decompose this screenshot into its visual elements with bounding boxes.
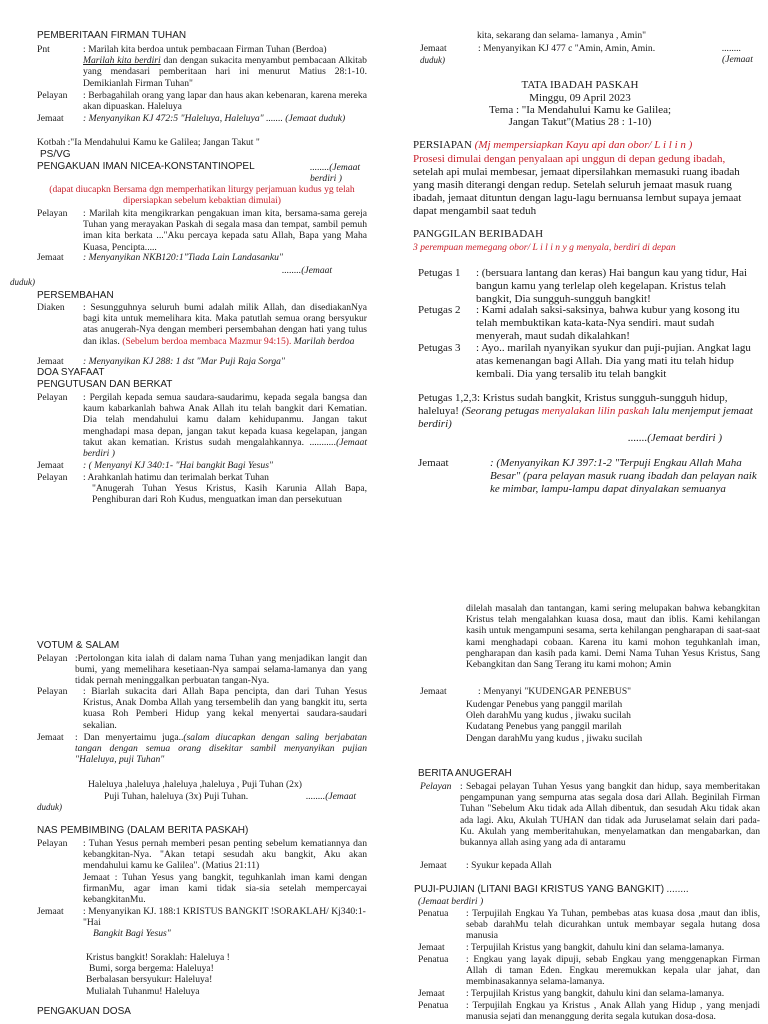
litani-3: Penatua : Engkau yang layak dipuji, sebab Engkau yang menggenapkan Firman Allah di taman Eden. Engkau meremukkan kepala ular jahat, dan membinasakannya selama-lamanya. [418, 954, 760, 988]
petugas-1: Petugas 1 : (bersuara lantang dan keras) Hai bangun kau yang tidur, Hai bangun kamu yang terlelap oleh kegelapan. Kristus telah bangkit, Dia sungguh-sungguh bangkit! [418, 267, 748, 305]
tata-tema: Tema : "Ia Mendahului Kamu ke Galilea; [488, 104, 672, 116]
jemaat-block-2: Jemaat : Menyanyikan NKB120:1"Tiada Lain Landasanku" [37, 252, 283, 263]
petugas-123: Petugas 1,2,3: Kristus sudah bangkit, Kristus sungguh-sungguh hidup, haleluya! (Seorang petugas menyalakan lilin paskah lalu menjemput jemaat berdiri) [418, 392, 753, 430]
heading-berita-anugerah: BERITA ANUGERAH [418, 768, 512, 779]
jemaat-block-4: Jemaat : ( Menyanyi KJ 340:1- "Hai bangkit Bagi Yesus" [37, 460, 273, 471]
note-duduk: duduk) [10, 277, 35, 287]
heading-pemberitaan: PEMBERITAAN FIRMAN TUHAN [37, 30, 187, 41]
puji-tuhan-line: Puji Tuhan, haleluya (3x) Puji Tuhan. [104, 791, 249, 802]
tata-date: Minggu, 09 April 2023 [529, 92, 631, 104]
note-jemaat-b: ........(Jemaat [306, 791, 357, 802]
song-kudengar: Kudengar Penebus yang panggil marilah Oleh darahMu yang kudus , jiwaku sucilah Kudatang Penebus yang panggil marilah Dengan darahMu yang kudus , jiwaku sucilah [466, 699, 643, 744]
note-puji: (Jemaat berdiri ) [418, 896, 484, 907]
votum-pelayan-1: Pelayan :Pertolongan kita ialah di dalam nama Tuhan yang menjadikan langit dan bumi, yang memelihara kesetiaan-Nya sampai selama-lamanya dan yang tidak pernah meninggalkan perbuatan tangan-Nya. [37, 653, 367, 687]
berita-jemaat: Jemaat : Syukur kepada Allah [420, 860, 552, 871]
haleluya-line: Haleluya ,haleluya ,haleluya ,haleluya , Puji Tuhan (2x) [88, 779, 302, 790]
note-jemaat: ........(Jemaat [282, 265, 333, 276]
heading-doa-syafaat: DOA SYAFAAT [37, 367, 105, 378]
pelayan-block-3: Pelayan : Pergilah kepada semua saudara-saudarimu, kepada segala bangsa dan kaum kabarkanlah bahwa Anak Allah itu telah bangkit dari Kematian. Dia telah mendahului kamu dalam kehidupanmu. Jangan takut menghadapi masa depan, jangan takut kepada kuasa kegelapan, jangan takut akan kematian. Kristus sudah mengalahkannya. ...........(Jemaat berdiri ) [37, 392, 367, 460]
heading-pengakuan-iman: PENGAKUAN IMAN NICEA-KONSTANTINOPEL [37, 161, 255, 172]
pengakuan-text: dilelah masalah dan tantangan, kami sering melupakan bahwa kebangkitan Kristus telah mengalahkan kuasa dosa, maut dan iblis. Kami kehilangan kasih untuk mengampuni sesama, serta kehilangan pengharapan di saat-saat kami menghadapi cobaan. Karena itu kami mohon teguhkanlah iman, pengharapan dan kasih pada kami. Demi Nama Tuhan Yesus Kristus, Sang Kebangkitan dan Sang Terang itu kami mohon; Amin [466, 603, 760, 671]
heading-votum: VOTUM & SALAM [37, 640, 120, 651]
panggilan-note: 3 perempuan memegang obor/ L i l i n y g menyala, berdiri di depan [413, 242, 676, 253]
pelayan-block-1: Pelayan : Berbagahilah orang yang lapar dan haus akan kebenaran, karena mereka akan dipuaskan. Haleluya [37, 90, 367, 113]
note-jemaat-berdiri: ........(Jemaat berdiri ) [310, 162, 361, 185]
jemaat-kj397: Jemaat : (Menyanyikan KJ 397:1-2 "Terpuji Engkau Allah Maha Besar" (para pelayan masuk ruang ibadah dan pelayan naik ke mimbar, lampu-lampu dapat dinyalakan semuanya [418, 457, 757, 495]
heading-puji-pujian: PUJI-PUJIAN (LITANI BAGI KRISTUS YANG BANGKIT) ........ [414, 884, 690, 895]
jemaat-amin: Jemaat : Menyanyikan KJ 477 c "Amin, Amin, Amin. [420, 43, 656, 54]
petugas-3: Petugas 3 : Ayo.. marilah nyanyikan syukur dan puji-pujian. Angkat lagu atas kemenangan bagi Allah. Dia yang mati itu telah hidup kembali. Dia yang tersalib itu telah bangkit [418, 342, 751, 380]
nas-jemaat: Jemaat : Tuhan Yesus yang bangkit, teguhkanlah iman kami dengan firmanMu, agar iman kami tidak sia-sia setelah mempercayai kebangkitanMu. [83, 872, 367, 906]
nas-pelayan: Pelayan : Tuhan Yesus pernah memberi pesan penting sebelum kematiannya dan kebangkitan-Nya. "Akan tetapi sesudah aku bangkit, Aku akan mendahului kamu ke Galilea". (Matius 21:11) [37, 838, 367, 872]
heading-pengutusan: PENGUTUSAN DAN BERKAT [37, 379, 173, 390]
top-amin-line: kita, sekarang dan selama- lamanya , Amin" [477, 30, 647, 41]
prosesi-text: setelah api mulai membesar, jemaat dipersilahkan memasuki ruang ibadah yang masih diterangi dengan redup. Setelah seluruh jemaat masuk ruang ibadah, jemaat dituntun dengan lagu-lagu bernuansa lembut supaya jemaat dapat mengambil saat teduh [413, 166, 742, 217]
litani-1: Penatua : Terpujilah Engkau Ya Tuhan, pembebas atas kuasa dosa ,maut dan iblis, sebab darahMu telah dicurahkan untuk membayar segala hutang dosa manusia [418, 908, 760, 942]
kotbah-line: Kotbah :"Ia Mendahului Kamu ke Galilea; Jangan Takut " [37, 137, 260, 148]
heading-nas: NAS PEMBIMBING (DALAM BERITA PASKAH) [37, 825, 249, 836]
note-jemaat-berdiri-r: .......(Jemaat berdiri ) [628, 432, 722, 444]
pelayan-block-4: Pelayan : Arahkanlah hatimu dan terimalah berkat Tuhan "Anugerah Tuhan Yesus Kristus, Kasih Karunia Allah Bapa, Penghiburan dari Roh Kudus, menguatkan iman dan persekutuan [37, 472, 367, 506]
prosesi-red: Prosesi dimulai dengan penyalaan api unggun di depan gedung ibadah, [413, 153, 726, 165]
note-jemaat-r: ........(Jemaat [722, 43, 753, 66]
red-note-liturgy: (dapat diucapkn Bersama dgn memperhatikan liturgy perjamuan kudus yg telah dipersiapkan sebelum kebaktian dimulai) [49, 184, 355, 207]
votum-pelayan-2: Pelayan : Biarlah sukacita dari Allah Bapa pencipta, dan dari Tuhan Yesus Kristus, Anak Domba Allah yang tersembelih dan yang bangkit itu, serta kuasa Roh Pemberi Hidup yang kekal menyertai saudara-saudari sekalian. [37, 686, 367, 731]
berita-pelayan: Pelayan : Sebagai pelayan Tuhan Yesus yang bangkit dan hidup, saya memberitakan pengampunan yang sempurna atas segala dosa dari Allah. Beginilah Firman Tuhan "Sebelum Aku tidak ada Allah dibentuk, dan sesudah Aku tidak akan ada lagi. Aku, Akulah TUHAN dan tidak ada Juruselamat selain dari pada-Ku. Akulah yang memberitahukan, menyelamatkan dan mengabarkan, dan bukannya allah asing yang ada di antaramu [420, 781, 760, 849]
heading-persembahan: PERSEMBAHAN [37, 290, 114, 301]
litani-2: Jemaat : Terpujilah Kristus yang bangkit, dahulu kini dan selama-lamanya. [418, 942, 725, 953]
diaken-block: Diaken : Sesungguhnya seluruh bumi adalah milik Allah, dan disediakanNya bagi kita untuk memelihara kita. Maka patutlah semua orang bersyukur atas anugerah-Nya dengan memberi persembahan dengan hati yang tulus dan iklas. (Sebelum berdoa membaca Mazmur 94:15). Marilah berdoa [37, 302, 367, 347]
panggilan-heading: PANGGILAN BERIBADAH [413, 228, 544, 240]
petugas-2: Petugas 2 : Kami adalah saksi-saksinya, bahwa kubur yang kosong itu telah membuktikan kata-kata-Nya sendiri. maut sudah menyerah, maut sudah dikalahkan! [418, 304, 740, 342]
pelayan-block-2: Pelayan : Marilah kita mengikrarkan pengakuan iman kita, bersama-sama gereja Tuhan yang merayakan Paskah di segala masa dan tempat, sambil pemuh iman kita berkata ..."Aku percaya kepada satu Allah, Bapa yang Maha Kuasa, Pencipta..... [37, 208, 367, 253]
tata-title: TATA IBADAH PASKAH [521, 79, 639, 91]
litani-4: Jemaat : Terpujilah Kristus yang bangkit, dahulu kini dan selama-lamanya. [418, 988, 725, 999]
nas-jemaat-2: Jemaat : Menyanyikan KJ. 188:1 KRISTUS BANGKIT !SORAKLAH/ Kj340:1- "Hai Bangkit Bagi Yesus" [37, 906, 366, 940]
jemaat-block-3: Jemaat : Menyanyikan KJ 288: 1 dst "Mar Puji Raja Sorga" [37, 356, 285, 367]
psvg-label: PS/VG [40, 149, 71, 160]
song-kristus-bangkit: Kristus bangkit! Soraklah: Haleluya ! Bumi, sorga bergema: Haleluya! Berbalasan bersyukur: Haleluya! Mulialah Tuhanmu! Haleluya [86, 952, 230, 997]
note-duduk-r: duduk) [420, 55, 445, 65]
pnt-text: : Marilah kita berdoa untuk pembacaan Firman Tuhan (Berdoa) Marilah kita berdiri dan dengan sukacita menyambut pembacaan Alkitab yang mendasari pemberitaan hari ini menurut Matius 28:1-10. Demikianlah Firman Tuhan" [83, 44, 367, 89]
note-duduk-b: duduk) [37, 802, 62, 812]
tata-tema-2: Jangan Takut"(Matius 28 : 1-10) [508, 116, 652, 128]
label-pnt: Pnt [37, 44, 50, 55]
jemaat-block-1: Jemaat : Menyanyikan KJ 472:5 "Haleluya, Haleluya" ....... (Jemaat duduk) [37, 113, 346, 124]
jemaat-kudengar: Jemaat : Menyanyi "KUDENGAR PENEBUS" [420, 686, 632, 697]
persiapan-heading: PERSIAPAN (Mj mempersiapkan Kayu api dan obor/ L i l i n ) [413, 139, 693, 151]
votum-jemaat: Jemaat : Dan menyertaimu juga..(salam diucapkan dengan saling berjabatan tangan dengan semua orang disekitar sambil menyanyikan pujian "Haleluya, puji Tuhan" [37, 732, 367, 766]
heading-pengakuan-dosa: PENGAKUAN DOSA [37, 1006, 131, 1017]
pnt-block [37, 44, 367, 89]
litani-5: Penatua : Terpujilah Engkau ya Kristus , Anak Allah yang Hidup , yang menjadi manusia sejati dan menanggung derita segala kutukan dosa-dosa. [418, 1000, 760, 1023]
